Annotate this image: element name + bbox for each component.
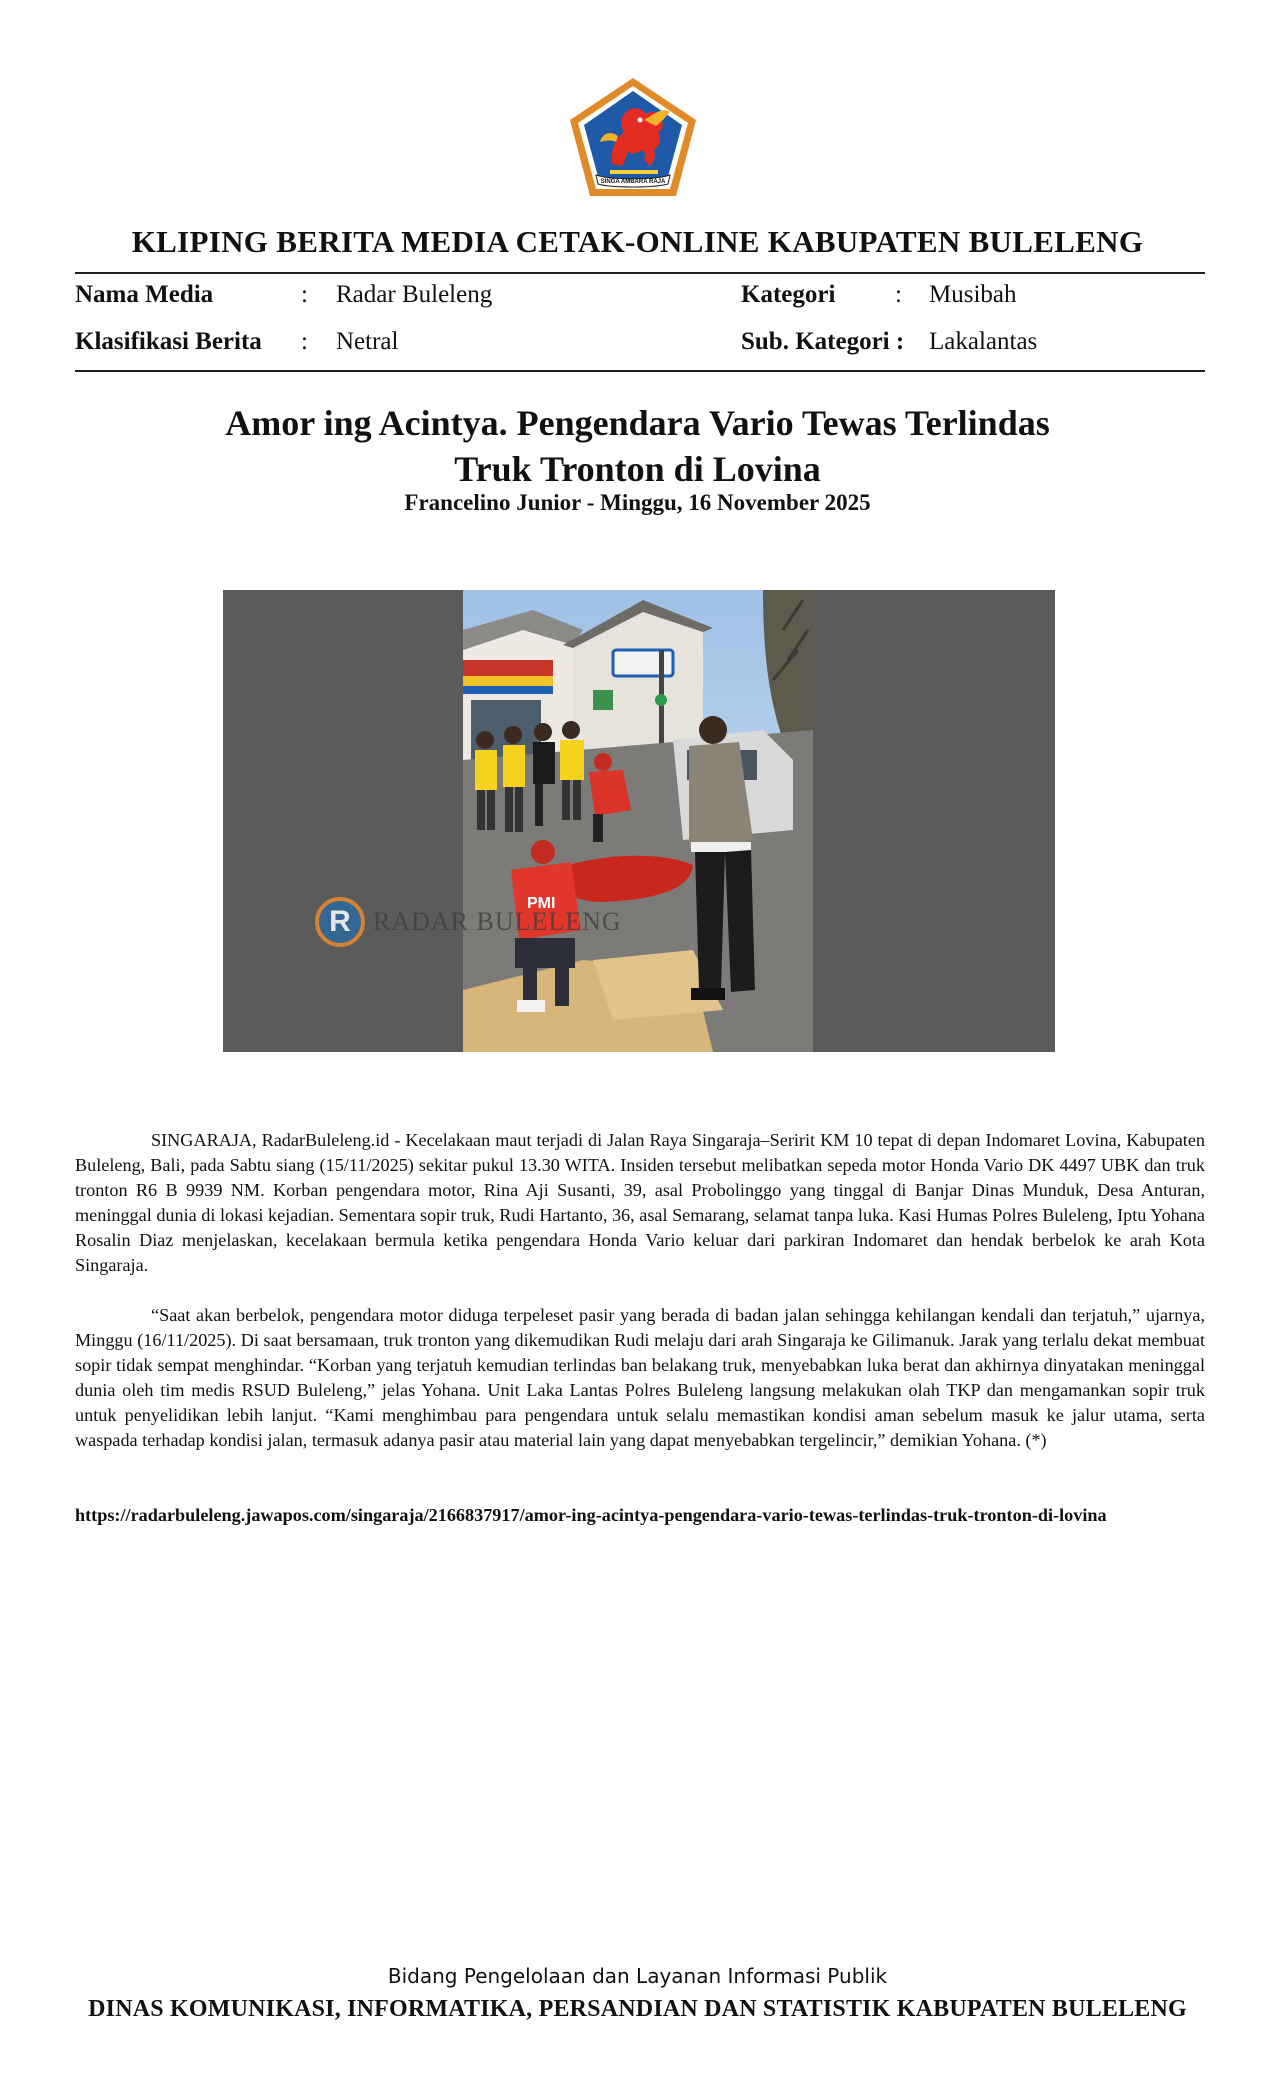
- article-paragraph-2: [75, 1303, 1205, 1453]
- accident-scene-image: [463, 590, 813, 1052]
- article-byline: Francelino Junior - Minggu, 16 November 2025: [404, 490, 871, 515]
- article-title-line2: Truk Tronton di Lovina: [454, 449, 821, 489]
- media-name-value: Radar Buleleng: [336, 281, 493, 308]
- classification-label: Klasifikasi Berita: [75, 328, 262, 355]
- footer-division: Bidang Pengelolaan dan Layanan Informasi Publik: [387, 1964, 888, 1988]
- header-divider-top: [75, 272, 1205, 274]
- paragraph-2-text: “Saat akan berbelok, pengendara motor diduga terpeleset pasir yang berada di badan jalan sehingga kehilangan kendali dan terjatuh,” ujarnya, Minggu (16/11/2025). Di saat bersamaan, truk tronton yang dikemudikan Rudi melaju dari arah Singaraja ke Gilimanuk. Jarak yang terlalu dekat membuat sopir tidak sempat menghindar. “Korban yang terjatuh kemudian terlindas ban belakang truk, menyebabkan luka berat dan akhirnya dinyatakan meninggal dunia oleh tim medis RSUD Buleleng,” jelas Yohana. Unit Laka Lantas Polres Buleleng langsung melakukan olah TKP dan mengamankan sopir truk untuk penyelidikan lebih lanjut. “Kami menghimbau para pengendara untuk selalu memastikan kondisi aman sebelum masuk ke jalur utama, serta waspada terhadap kondisi jalan, termasuk adanya pasir atau material lain yang dapat menyebabkan tergelincir,” demikian Yohana. (*): [75, 1305, 1205, 1450]
- header-divider-bottom: [75, 370, 1205, 372]
- paragraph-1-text: SINGARAJA, RadarBuleleng.id - Kecelakaan maut terjadi di Jalan Raya Singaraja–Seririt KM 10 tepat di depan Indomaret Lovina, Kabupaten Buleleng, Bali, pada Sabtu siang (15/11/2025) sekitar pukul 13.30 WITA. Insiden tersebut melibatkan sepeda motor Honda Vario DK 4497 UBK dan truk tronton R6 B 9939 NM. Korban pengendara motor, Rina Aji Susanti, 39, asal Probolinggo yang tinggal di Banjar Dinas Munduk, Desa Anturan, meninggal dunia di lokasi kejadian. Sementara sopir truk, Rudi Hartanto, 36, asal Semarang, selamat tanpa luka. Kasi Humas Polres Buleleng, Iptu Yohana Rosalin Diaz menjelaskan, kecelakaan bermula ketika pengendara Honda Vario keluar dari parkiran Indomaret dan hendak berbelok ke arah Kota Singaraja.: [75, 1130, 1205, 1275]
- source-link[interactable]: https://radarbuleleng.jawapos.com/singaraja/2166837917/amor-ing-acintya-pengendara-vario-tewas-terlindas-truk-tronton-di-lovina: [75, 1505, 1107, 1525]
- radar-logo-icon: R: [315, 897, 365, 947]
- regency-emblem-icon: [566, 76, 700, 200]
- radar-buleleng-watermark: [315, 896, 622, 948]
- category-colon: :: [895, 281, 902, 308]
- classification-value: Netral: [336, 328, 399, 355]
- classification-colon: :: [301, 328, 308, 355]
- footer-agency: DINAS KOMUNIKASI, INFORMATIKA, PERSANDIAN DAN STATISTIK KABUPATEN BULELENG: [88, 1996, 1187, 2022]
- subcategory-label: Sub. Kategori :: [741, 328, 905, 355]
- category-value: Musibah: [929, 281, 1017, 308]
- media-name-label: Nama Media: [75, 281, 214, 308]
- article-title: [100, 400, 1175, 492]
- media-name-colon: :: [301, 281, 308, 308]
- subcategory-value: Lakalantas: [929, 328, 1038, 355]
- vest-label: PMI: [527, 895, 556, 912]
- article-paragraph-1: [75, 1128, 1205, 1278]
- emblem-caption: SINGA AMBARA RAJA: [600, 179, 666, 185]
- category-label: Kategori: [741, 281, 836, 308]
- clipping-heading: KLIPING BERITA MEDIA CETAK-ONLINE KABUPATEN BULELENG: [131, 224, 1144, 259]
- article-photo: [223, 590, 1055, 1052]
- article-title-line1: Amor ing Acintya. Pengendara Vario Tewas Terlindas: [225, 403, 1050, 443]
- watermark-text: RADAR BULELENG: [373, 907, 622, 936]
